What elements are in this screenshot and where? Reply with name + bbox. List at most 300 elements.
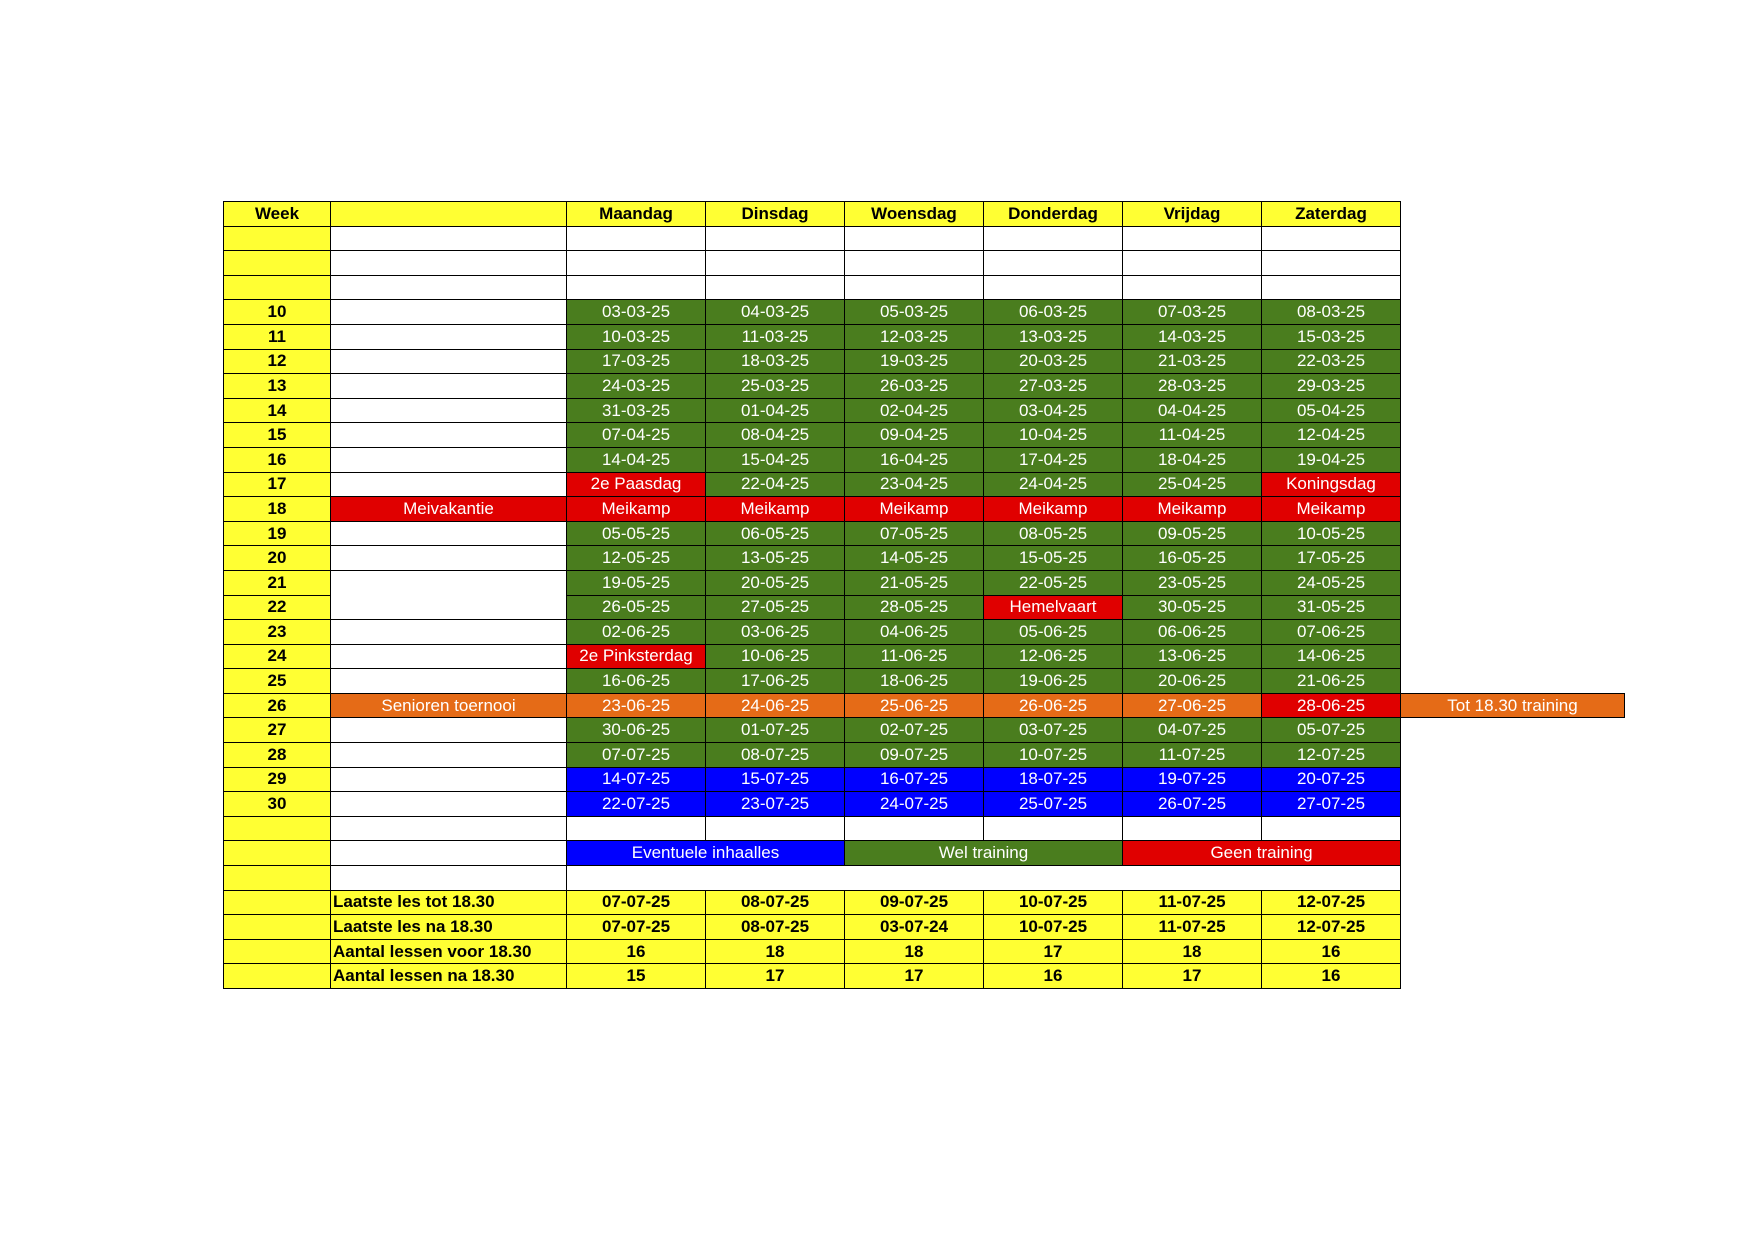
note-cell — [331, 300, 567, 325]
day-cell: 13-03-25 — [984, 324, 1123, 349]
day-cell: 20-06-25 — [1123, 669, 1262, 694]
day-header-dinsdag: Dinsdag — [706, 202, 845, 227]
header-row — [224, 202, 1625, 227]
day-cell: 26-06-25 — [984, 693, 1123, 718]
empty-margin-cell — [1401, 324, 1625, 349]
note-cell: Meivakantie — [331, 497, 567, 522]
week-cell — [224, 841, 331, 866]
week-number: 20 — [224, 546, 331, 571]
day-cell: 13-05-25 — [706, 546, 845, 571]
note-cell — [331, 472, 567, 497]
empty-margin-cell — [1401, 866, 1625, 891]
day-cell: 06-05-25 — [706, 521, 845, 546]
day-header-maandag: Maandag — [567, 202, 706, 227]
day-cell — [706, 816, 845, 841]
week-number: 16 — [224, 447, 331, 472]
day-cell: Meikamp — [706, 497, 845, 522]
week-number: 10 — [224, 300, 331, 325]
day-cell: 05-07-25 — [1262, 718, 1401, 743]
day-cell — [706, 251, 845, 276]
week-number: 24 — [224, 644, 331, 669]
day-cell — [1262, 251, 1401, 276]
week-number: 13 — [224, 374, 331, 399]
week-row-21 — [224, 570, 1625, 595]
note-cell — [331, 349, 567, 374]
day-cell: Meikamp — [567, 497, 706, 522]
summary-value: 15 — [567, 964, 706, 989]
day-cell: 08-03-25 — [1262, 300, 1401, 325]
day-cell: 22-05-25 — [984, 570, 1123, 595]
summary-value: 12-07-25 — [1262, 890, 1401, 915]
summary-value: 17 — [984, 939, 1123, 964]
summary-value: 16 — [984, 964, 1123, 989]
note-cell — [331, 718, 567, 743]
day-cell — [1262, 275, 1401, 300]
week-row-13 — [224, 374, 1625, 399]
day-cell: 31-05-25 — [1262, 595, 1401, 620]
schedule-body — [224, 202, 1625, 989]
empty-margin-cell — [1401, 202, 1625, 227]
week-row-15 — [224, 423, 1625, 448]
week-number: 27 — [224, 718, 331, 743]
note-cell — [331, 866, 567, 891]
day-cell: 30-05-25 — [1123, 595, 1262, 620]
day-cell: 02-06-25 — [567, 620, 706, 645]
empty-margin-cell — [1401, 915, 1625, 940]
day-cell: 03-03-25 — [567, 300, 706, 325]
day-cell: 03-04-25 — [984, 398, 1123, 423]
empty-margin-cell — [1401, 398, 1625, 423]
day-cell: 14-06-25 — [1262, 644, 1401, 669]
blank-row — [224, 816, 1625, 841]
day-cell: 28-06-25 — [1262, 693, 1401, 718]
week-cell — [224, 866, 331, 891]
day-cell: 18-04-25 — [1123, 447, 1262, 472]
empty-margin-cell — [1401, 644, 1625, 669]
day-cell: 25-03-25 — [706, 374, 845, 399]
note-cell — [331, 792, 567, 817]
day-cell: 27-06-25 — [1123, 693, 1262, 718]
week-row-24 — [224, 644, 1625, 669]
day-cell: Meikamp — [1262, 497, 1401, 522]
day-cell: 15-03-25 — [1262, 324, 1401, 349]
note-cell: Senioren toernooi — [331, 693, 567, 718]
day-cell: 26-03-25 — [845, 374, 984, 399]
day-cell — [984, 816, 1123, 841]
summary-label: Aantal lessen na 18.30 — [331, 964, 567, 989]
day-cell: 31-03-25 — [567, 398, 706, 423]
day-cell: 03-06-25 — [706, 620, 845, 645]
day-cell: 23-05-25 — [1123, 570, 1262, 595]
note-cell — [331, 521, 567, 546]
day-cell: 19-04-25 — [1262, 447, 1401, 472]
day-cell: 09-07-25 — [845, 743, 984, 768]
summary-row — [224, 964, 1625, 989]
week-row-17 — [224, 472, 1625, 497]
day-cell: 29-03-25 — [1262, 374, 1401, 399]
week-cell — [224, 964, 331, 989]
day-cell: 18-07-25 — [984, 767, 1123, 792]
day-cell: 17-04-25 — [984, 447, 1123, 472]
day-cell — [1123, 226, 1262, 251]
empty-margin-cell — [1401, 964, 1625, 989]
week-row-12 — [224, 349, 1625, 374]
day-cell — [1123, 251, 1262, 276]
summary-value: 18 — [845, 939, 984, 964]
day-cell: 26-05-25 — [567, 595, 706, 620]
week-number: 28 — [224, 743, 331, 768]
summary-value: 17 — [1123, 964, 1262, 989]
day-cell: 08-04-25 — [706, 423, 845, 448]
day-cell: 15-05-25 — [984, 546, 1123, 571]
note-cell — [331, 251, 567, 276]
day-cell: 28-05-25 — [845, 595, 984, 620]
empty-margin-cell — [1401, 841, 1625, 866]
summary-value: 11-07-25 — [1123, 915, 1262, 940]
week-number: 25 — [224, 669, 331, 694]
note-cell — [331, 644, 567, 669]
day-cell: 16-06-25 — [567, 669, 706, 694]
day-cell: 24-03-25 — [567, 374, 706, 399]
day-cell: 24-05-25 — [1262, 570, 1401, 595]
day-cell: 27-07-25 — [1262, 792, 1401, 817]
blank-row — [224, 866, 1625, 891]
week-row-18 — [224, 497, 1625, 522]
day-cell — [567, 226, 706, 251]
day-cell: 06-03-25 — [984, 300, 1123, 325]
note-header — [331, 202, 567, 227]
summary-value: 11-07-25 — [1123, 890, 1262, 915]
day-cell — [567, 275, 706, 300]
day-cell: 20-03-25 — [984, 349, 1123, 374]
merged-blank-cell — [567, 866, 1401, 891]
day-cell: 24-07-25 — [845, 792, 984, 817]
empty-margin-cell — [1401, 890, 1625, 915]
week-cell — [224, 251, 331, 276]
day-cell: 05-06-25 — [984, 620, 1123, 645]
summary-value: 18 — [706, 939, 845, 964]
note-cell — [331, 324, 567, 349]
day-cell — [567, 816, 706, 841]
empty-margin-cell — [1401, 743, 1625, 768]
empty-margin-cell — [1401, 497, 1625, 522]
empty-margin-cell — [1401, 767, 1625, 792]
day-cell: 19-03-25 — [845, 349, 984, 374]
day-cell: 15-04-25 — [706, 447, 845, 472]
empty-margin-cell — [1401, 792, 1625, 817]
day-cell: 26-07-25 — [1123, 792, 1262, 817]
empty-margin-cell — [1401, 669, 1625, 694]
empty-margin-cell — [1401, 423, 1625, 448]
day-header-zaterdag: Zaterdag — [1262, 202, 1401, 227]
day-cell: 04-07-25 — [1123, 718, 1262, 743]
day-cell: 2e Pinksterdag — [567, 644, 706, 669]
day-cell: Hemelvaart — [984, 595, 1123, 620]
day-cell: 22-03-25 — [1262, 349, 1401, 374]
week-row-25 — [224, 669, 1625, 694]
day-cell — [706, 226, 845, 251]
day-cell — [845, 251, 984, 276]
day-cell: 08-07-25 — [706, 743, 845, 768]
note-cell — [331, 669, 567, 694]
blank-row — [224, 226, 1625, 251]
week-number: 14 — [224, 398, 331, 423]
week-row-29 — [224, 767, 1625, 792]
day-cell: 17-06-25 — [706, 669, 845, 694]
summary-row — [224, 890, 1625, 915]
summary-value: 09-07-25 — [845, 890, 984, 915]
legend-r: Geen training — [1123, 841, 1401, 866]
day-cell: 25-06-25 — [845, 693, 984, 718]
day-cell — [984, 226, 1123, 251]
empty-margin-cell — [1401, 939, 1625, 964]
day-cell: 21-05-25 — [845, 570, 984, 595]
day-cell: 04-04-25 — [1123, 398, 1262, 423]
day-cell: 19-05-25 — [567, 570, 706, 595]
day-cell: 21-03-25 — [1123, 349, 1262, 374]
week-cell — [224, 275, 331, 300]
day-cell: 23-04-25 — [845, 472, 984, 497]
summary-value: 07-07-25 — [567, 915, 706, 940]
empty-margin-cell — [1401, 620, 1625, 645]
day-cell: Meikamp — [984, 497, 1123, 522]
day-cell: 05-04-25 — [1262, 398, 1401, 423]
day-cell: 13-06-25 — [1123, 644, 1262, 669]
summary-value: 17 — [845, 964, 984, 989]
note-cell — [331, 570, 567, 619]
week-row-19 — [224, 521, 1625, 546]
summary-label: Laatste les tot 18.30 — [331, 890, 567, 915]
day-cell: 21-06-25 — [1262, 669, 1401, 694]
week-number: 17 — [224, 472, 331, 497]
week-cell — [224, 890, 331, 915]
day-cell: 12-04-25 — [1262, 423, 1401, 448]
day-cell: Meikamp — [1123, 497, 1262, 522]
empty-margin-cell — [1401, 349, 1625, 374]
day-cell — [567, 251, 706, 276]
day-cell: 12-07-25 — [1262, 743, 1401, 768]
note-cell — [331, 398, 567, 423]
day-cell: 2e Paasdag — [567, 472, 706, 497]
note-cell — [331, 423, 567, 448]
week-number: 23 — [224, 620, 331, 645]
day-header-donderdag: Donderdag — [984, 202, 1123, 227]
note-cell — [331, 743, 567, 768]
day-cell: 27-05-25 — [706, 595, 845, 620]
day-cell: 14-04-25 — [567, 447, 706, 472]
day-cell: 09-04-25 — [845, 423, 984, 448]
day-cell: 10-06-25 — [706, 644, 845, 669]
week-cell — [224, 915, 331, 940]
blank-row — [224, 251, 1625, 276]
empty-margin-cell — [1401, 816, 1625, 841]
day-cell: 30-06-25 — [567, 718, 706, 743]
training-schedule-table — [223, 201, 1625, 989]
day-cell: 17-03-25 — [567, 349, 706, 374]
day-cell — [984, 251, 1123, 276]
day-cell — [1262, 816, 1401, 841]
day-cell: 23-06-25 — [567, 693, 706, 718]
empty-margin-cell — [1401, 300, 1625, 325]
day-cell: 28-03-25 — [1123, 374, 1262, 399]
summary-value: 12-07-25 — [1262, 915, 1401, 940]
summary-value: 16 — [1262, 964, 1401, 989]
note-cell — [331, 841, 567, 866]
note-cell — [331, 275, 567, 300]
summary-label: Aantal lessen voor 18.30 — [331, 939, 567, 964]
week-row-14 — [224, 398, 1625, 423]
week-number: 12 — [224, 349, 331, 374]
note-cell — [331, 226, 567, 251]
week-number: 29 — [224, 767, 331, 792]
day-cell — [1262, 226, 1401, 251]
summary-label: Laatste les na 18.30 — [331, 915, 567, 940]
day-cell: 07-03-25 — [1123, 300, 1262, 325]
week-row-11 — [224, 324, 1625, 349]
summary-value: 03-07-24 — [845, 915, 984, 940]
day-cell: 19-07-25 — [1123, 767, 1262, 792]
day-cell: 12-06-25 — [984, 644, 1123, 669]
note-cell — [331, 767, 567, 792]
day-cell: Koningsdag — [1262, 472, 1401, 497]
day-cell: 14-05-25 — [845, 546, 984, 571]
summary-value: 18 — [1123, 939, 1262, 964]
day-cell — [1123, 816, 1262, 841]
day-cell: 07-05-25 — [845, 521, 984, 546]
day-cell: 16-05-25 — [1123, 546, 1262, 571]
day-cell: 16-07-25 — [845, 767, 984, 792]
week-row-20 — [224, 546, 1625, 571]
summary-value: 08-07-25 — [706, 915, 845, 940]
note-cell — [331, 816, 567, 841]
day-cell — [706, 275, 845, 300]
day-cell: 12-03-25 — [845, 324, 984, 349]
legend-row — [224, 841, 1625, 866]
summary-value: 16 — [1262, 939, 1401, 964]
day-cell — [845, 816, 984, 841]
day-cell: 02-04-25 — [845, 398, 984, 423]
day-cell: 09-05-25 — [1123, 521, 1262, 546]
legend-b: Eventuele inhaalles — [567, 841, 845, 866]
day-cell: 14-03-25 — [1123, 324, 1262, 349]
day-cell: 24-06-25 — [706, 693, 845, 718]
empty-margin-cell — [1401, 546, 1625, 571]
day-cell: 20-07-25 — [1262, 767, 1401, 792]
day-cell: 04-03-25 — [706, 300, 845, 325]
day-cell: 19-06-25 — [984, 669, 1123, 694]
empty-margin-cell — [1401, 374, 1625, 399]
day-cell: 05-05-25 — [567, 521, 706, 546]
empty-margin-cell — [1401, 570, 1625, 595]
day-cell: 12-05-25 — [567, 546, 706, 571]
day-cell: 01-07-25 — [706, 718, 845, 743]
week-row-28 — [224, 743, 1625, 768]
empty-margin-cell — [1401, 595, 1625, 620]
summary-value: 07-07-25 — [567, 890, 706, 915]
day-cell: 11-07-25 — [1123, 743, 1262, 768]
day-cell: 10-07-25 — [984, 743, 1123, 768]
note-cell — [331, 620, 567, 645]
day-cell: 11-06-25 — [845, 644, 984, 669]
day-cell: Meikamp — [845, 497, 984, 522]
week-number: 22 — [224, 595, 331, 620]
day-cell: 23-07-25 — [706, 792, 845, 817]
week-header: Week — [224, 202, 331, 227]
week-row-30 — [224, 792, 1625, 817]
week-number: 26 — [224, 693, 331, 718]
empty-margin-cell — [1401, 226, 1625, 251]
day-cell: 10-05-25 — [1262, 521, 1401, 546]
day-cell: 11-03-25 — [706, 324, 845, 349]
summary-value: 08-07-25 — [706, 890, 845, 915]
week-number: 30 — [224, 792, 331, 817]
day-cell: 07-06-25 — [1262, 620, 1401, 645]
day-cell: 10-03-25 — [567, 324, 706, 349]
week-row-16 — [224, 447, 1625, 472]
week-cell — [224, 226, 331, 251]
day-cell: 22-07-25 — [567, 792, 706, 817]
week-number: 18 — [224, 497, 331, 522]
day-cell: 18-06-25 — [845, 669, 984, 694]
note-cell — [331, 546, 567, 571]
blank-row — [224, 275, 1625, 300]
day-cell: 07-04-25 — [567, 423, 706, 448]
day-cell: 16-04-25 — [845, 447, 984, 472]
week-row-27 — [224, 718, 1625, 743]
empty-margin-cell — [1401, 521, 1625, 546]
day-cell: 14-07-25 — [567, 767, 706, 792]
day-cell: 10-04-25 — [984, 423, 1123, 448]
day-cell — [845, 226, 984, 251]
day-cell — [1123, 275, 1262, 300]
day-cell: 20-05-25 — [706, 570, 845, 595]
day-cell: 03-07-25 — [984, 718, 1123, 743]
empty-margin-cell — [1401, 447, 1625, 472]
day-header-woensdag: Woensdag — [845, 202, 984, 227]
day-cell: 05-03-25 — [845, 300, 984, 325]
summary-row — [224, 915, 1625, 940]
empty-margin-cell — [1401, 275, 1625, 300]
week-cell — [224, 939, 331, 964]
day-cell: 07-07-25 — [567, 743, 706, 768]
week-row-10 — [224, 300, 1625, 325]
note-cell — [331, 374, 567, 399]
day-cell: 01-04-25 — [706, 398, 845, 423]
day-cell: 24-04-25 — [984, 472, 1123, 497]
empty-margin-cell — [1401, 718, 1625, 743]
empty-margin-cell — [1401, 251, 1625, 276]
week-number: 21 — [224, 570, 331, 595]
day-cell: 25-04-25 — [1123, 472, 1262, 497]
week-number: 19 — [224, 521, 331, 546]
day-cell — [984, 275, 1123, 300]
summary-value: 16 — [567, 939, 706, 964]
day-cell: 02-07-25 — [845, 718, 984, 743]
day-cell: 04-06-25 — [845, 620, 984, 645]
day-cell: 11-04-25 — [1123, 423, 1262, 448]
week-cell — [224, 816, 331, 841]
summary-value: 17 — [706, 964, 845, 989]
day-cell: 15-07-25 — [706, 767, 845, 792]
note-cell — [331, 447, 567, 472]
day-cell: 18-03-25 — [706, 349, 845, 374]
day-cell: 08-05-25 — [984, 521, 1123, 546]
summary-value: 10-07-25 — [984, 915, 1123, 940]
empty-margin-cell — [1401, 472, 1625, 497]
week-row-23 — [224, 620, 1625, 645]
day-cell: 06-06-25 — [1123, 620, 1262, 645]
week-number: 11 — [224, 324, 331, 349]
